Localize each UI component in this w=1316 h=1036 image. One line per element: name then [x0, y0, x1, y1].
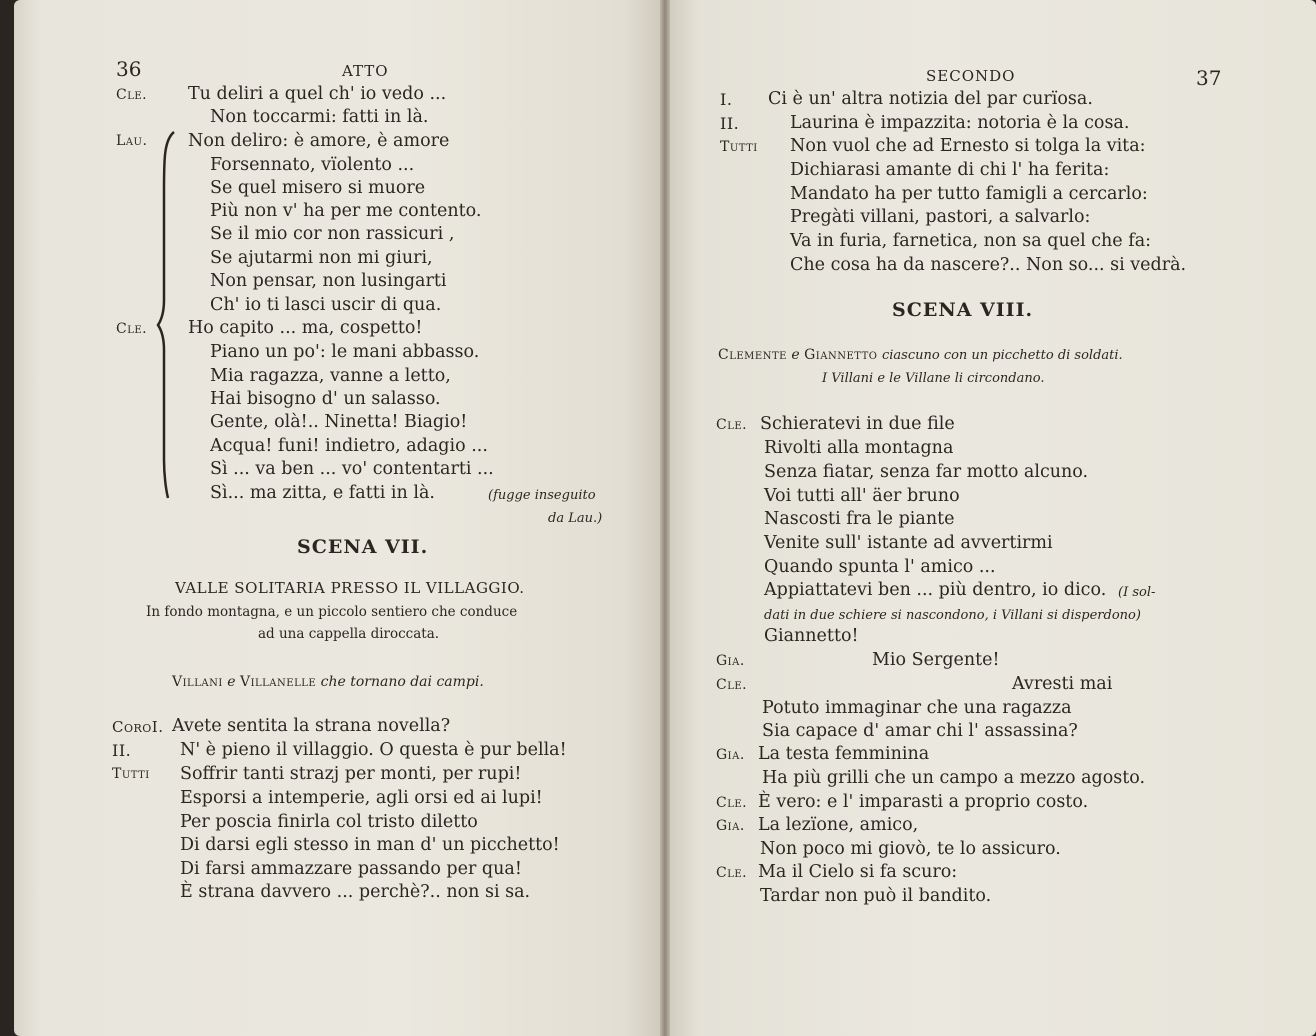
- verse-line: Quando spunta l' amico ...: [764, 557, 996, 577]
- speaker-label: Gia.: [716, 818, 745, 834]
- verse-line: Avresti mai: [1012, 674, 1113, 694]
- verse-line: Mandato ha per tutto famigli a cercarlo:: [790, 184, 1148, 204]
- cast-conjunction: e: [227, 674, 236, 690]
- verse-line: Non deliro: è amore, è amore: [188, 131, 450, 151]
- stage-direction: da Lau.): [548, 511, 603, 526]
- verse-line: Forsennato, vïolento ...: [210, 155, 415, 175]
- verse-line: Non toccarmi: fatti in là.: [210, 107, 429, 127]
- scene-title: SCENA VIII.: [892, 299, 1034, 321]
- verse-line: Giannetto!: [764, 626, 859, 646]
- page-number-left: 36: [116, 57, 142, 81]
- cast-name: Villanelle: [239, 674, 317, 690]
- verse-line: Schieratevi in due file: [760, 414, 955, 434]
- book-gutter: [660, 0, 670, 1036]
- speaker-label: II.: [720, 114, 740, 133]
- verse-line: Laurina è impazzita: notoria è la cosa.: [790, 113, 1130, 133]
- verse-line: Di farsi ammazzare passando per qua!: [180, 859, 522, 879]
- speaker-label: I.: [720, 90, 733, 109]
- verse-line: Senza fiatar, senza far motto alcuno.: [764, 462, 1089, 482]
- running-head-right: SECONDO: [926, 67, 1016, 85]
- stage-direction: (I sol-: [1118, 585, 1156, 600]
- verse-line: Avete sentita la strana novella?: [172, 716, 451, 736]
- verse-line: Rivolti alla montagna: [764, 438, 954, 458]
- speaker-label: CoroI.: [112, 718, 164, 736]
- page-number-right: 37: [1196, 66, 1222, 90]
- verse-line: Sia capace d' amar chi l' assassina?: [762, 721, 1078, 741]
- verse-line: Sì... ma zitta, e fatti in là.: [210, 483, 435, 503]
- scene-setting: VALLE SOLITARIA PRESSO IL VILLAGGIO.: [175, 579, 525, 597]
- verse-line: Piano un po': le mani abbasso.: [210, 342, 480, 362]
- speaker-label: Gia.: [716, 747, 745, 763]
- setting-description: ad una cappella diroccata.: [258, 626, 440, 642]
- verse-line: Di darsi egli stesso in man d' un picchetto!: [180, 835, 560, 855]
- verse-line: Pregàti villani, pastori, a salvarlo:: [790, 207, 1091, 227]
- verse-line: Venite sull' istante ad avvertirmi: [764, 533, 1053, 553]
- speaker-label: II.: [112, 741, 132, 760]
- speaker-label: Cle.: [116, 87, 148, 103]
- verse-line: Non vuol che ad Ernesto si tolga la vita:: [790, 136, 1146, 156]
- verse-line: È vero: e l' imparasti a proprio costo.: [758, 792, 1089, 812]
- verse-line: Che cosa ha da nascere?.. Non so... si vedrà.: [790, 255, 1187, 275]
- cast-direction: che tornano dai campi.: [320, 674, 484, 690]
- verse-line: Per poscia finirla col tristo diletto: [180, 812, 478, 832]
- speaker-label: Tutti: [112, 766, 150, 782]
- verse-line: Non pensar, non lusingarti: [210, 271, 447, 291]
- verse-line: Ho capito ... ma, cospetto!: [188, 318, 423, 338]
- duet-brace: [156, 130, 180, 500]
- verse-line: Ch' io ti lasci uscir di qua.: [210, 295, 442, 315]
- verse-line: Potuto immaginar che una ragazza: [762, 698, 1072, 718]
- speaker-label: Tutti: [720, 139, 758, 155]
- cast-name: Giannetto: [804, 347, 878, 363]
- speaker-label: Cle.: [716, 677, 748, 693]
- verse-line: Gente, olà!.. Ninetta! Biagio!: [210, 412, 468, 432]
- verse-line: Non poco mi giovò, te lo assicuro.: [760, 839, 1061, 859]
- verse-line: Sì ... va ben ... vo' contentarti ...: [210, 459, 494, 479]
- speaker-label: Cle.: [716, 865, 748, 881]
- verse-line: Dichiarasi amante di chi l' ha ferita:: [790, 160, 1110, 180]
- verse-line: Acqua! funi! indietro, adagio ...: [210, 436, 488, 456]
- verse-line: Soffrir tanti strazj per monti, per rupi!: [180, 764, 522, 784]
- stage-direction: dati in due schiere si nascondono, i Villani si disperdono): [764, 608, 1141, 623]
- running-head-left: ATTO: [342, 62, 389, 80]
- verse-line: La testa femminina: [758, 744, 930, 764]
- scene-title: SCENA VII.: [297, 536, 429, 558]
- verse-line: È strana davvero ... perchè?.. non si sa.: [180, 882, 531, 902]
- verse-line: Ha più grilli che un campo a mezzo agosto.: [762, 768, 1146, 788]
- cast-conjunction: e: [791, 347, 800, 363]
- speaker-label: Cle.: [716, 795, 748, 811]
- verse-line: N' è pieno il villaggio. O questa è pur bella!: [180, 740, 567, 760]
- verse-line: Nascosti fra le piante: [764, 509, 955, 529]
- speaker-label: Gia.: [716, 653, 745, 669]
- verse-line: Tardar non può il bandito.: [760, 886, 992, 906]
- verse-line: Ma il Cielo si fa scuro:: [758, 862, 958, 882]
- verse-line: Se quel misero si muore: [210, 178, 426, 198]
- speaker-label: Cle.: [716, 417, 748, 433]
- speaker-label: Lau.: [116, 133, 148, 149]
- cast-name: Villani: [172, 674, 223, 690]
- verse-line: Hai bisogno d' un salasso.: [210, 389, 441, 409]
- verse-line: Esporsi a intemperie, agli orsi ed ai lupi!: [180, 788, 543, 808]
- setting-description: In fondo montagna, e un piccolo sentiero che conduce: [146, 604, 518, 620]
- verse-line: Tu deliri a quel ch' io vedo ...: [188, 84, 447, 104]
- verse-line: Mia ragazza, vanne a letto,: [210, 366, 451, 386]
- cast-direction: I Villani e le Villane li circondano.: [822, 371, 1045, 386]
- verse-line: Voi tutti all' äer bruno: [764, 486, 960, 506]
- verse-line: Se il mio cor non rassicuri ,: [210, 224, 455, 244]
- speaker-label: Cle.: [116, 321, 148, 337]
- cast-list: [172, 675, 484, 689]
- cast-direction: ciascuno con un picchetto di soldati.: [881, 348, 1123, 363]
- verse-line: Ci è un' altra notizia del par curïosa.: [768, 89, 1093, 109]
- verse-line: Va in furia, farnetica, non sa quel che fa:: [790, 231, 1152, 251]
- verse-line: Appiattatevi ben ... più dentro, io dico.: [764, 580, 1107, 600]
- stage-direction: (fugge inseguito: [488, 488, 596, 503]
- verse-line: Mio Sergente!: [872, 650, 1000, 670]
- verse-line: Se ajutarmi non mi giuri,: [210, 248, 433, 268]
- verse-line: La lezïone, amico,: [758, 815, 919, 835]
- cast-name: Clemente: [718, 347, 787, 363]
- verse-line: Più non v' ha per me contento.: [210, 201, 482, 221]
- cast-list: [718, 348, 1123, 362]
